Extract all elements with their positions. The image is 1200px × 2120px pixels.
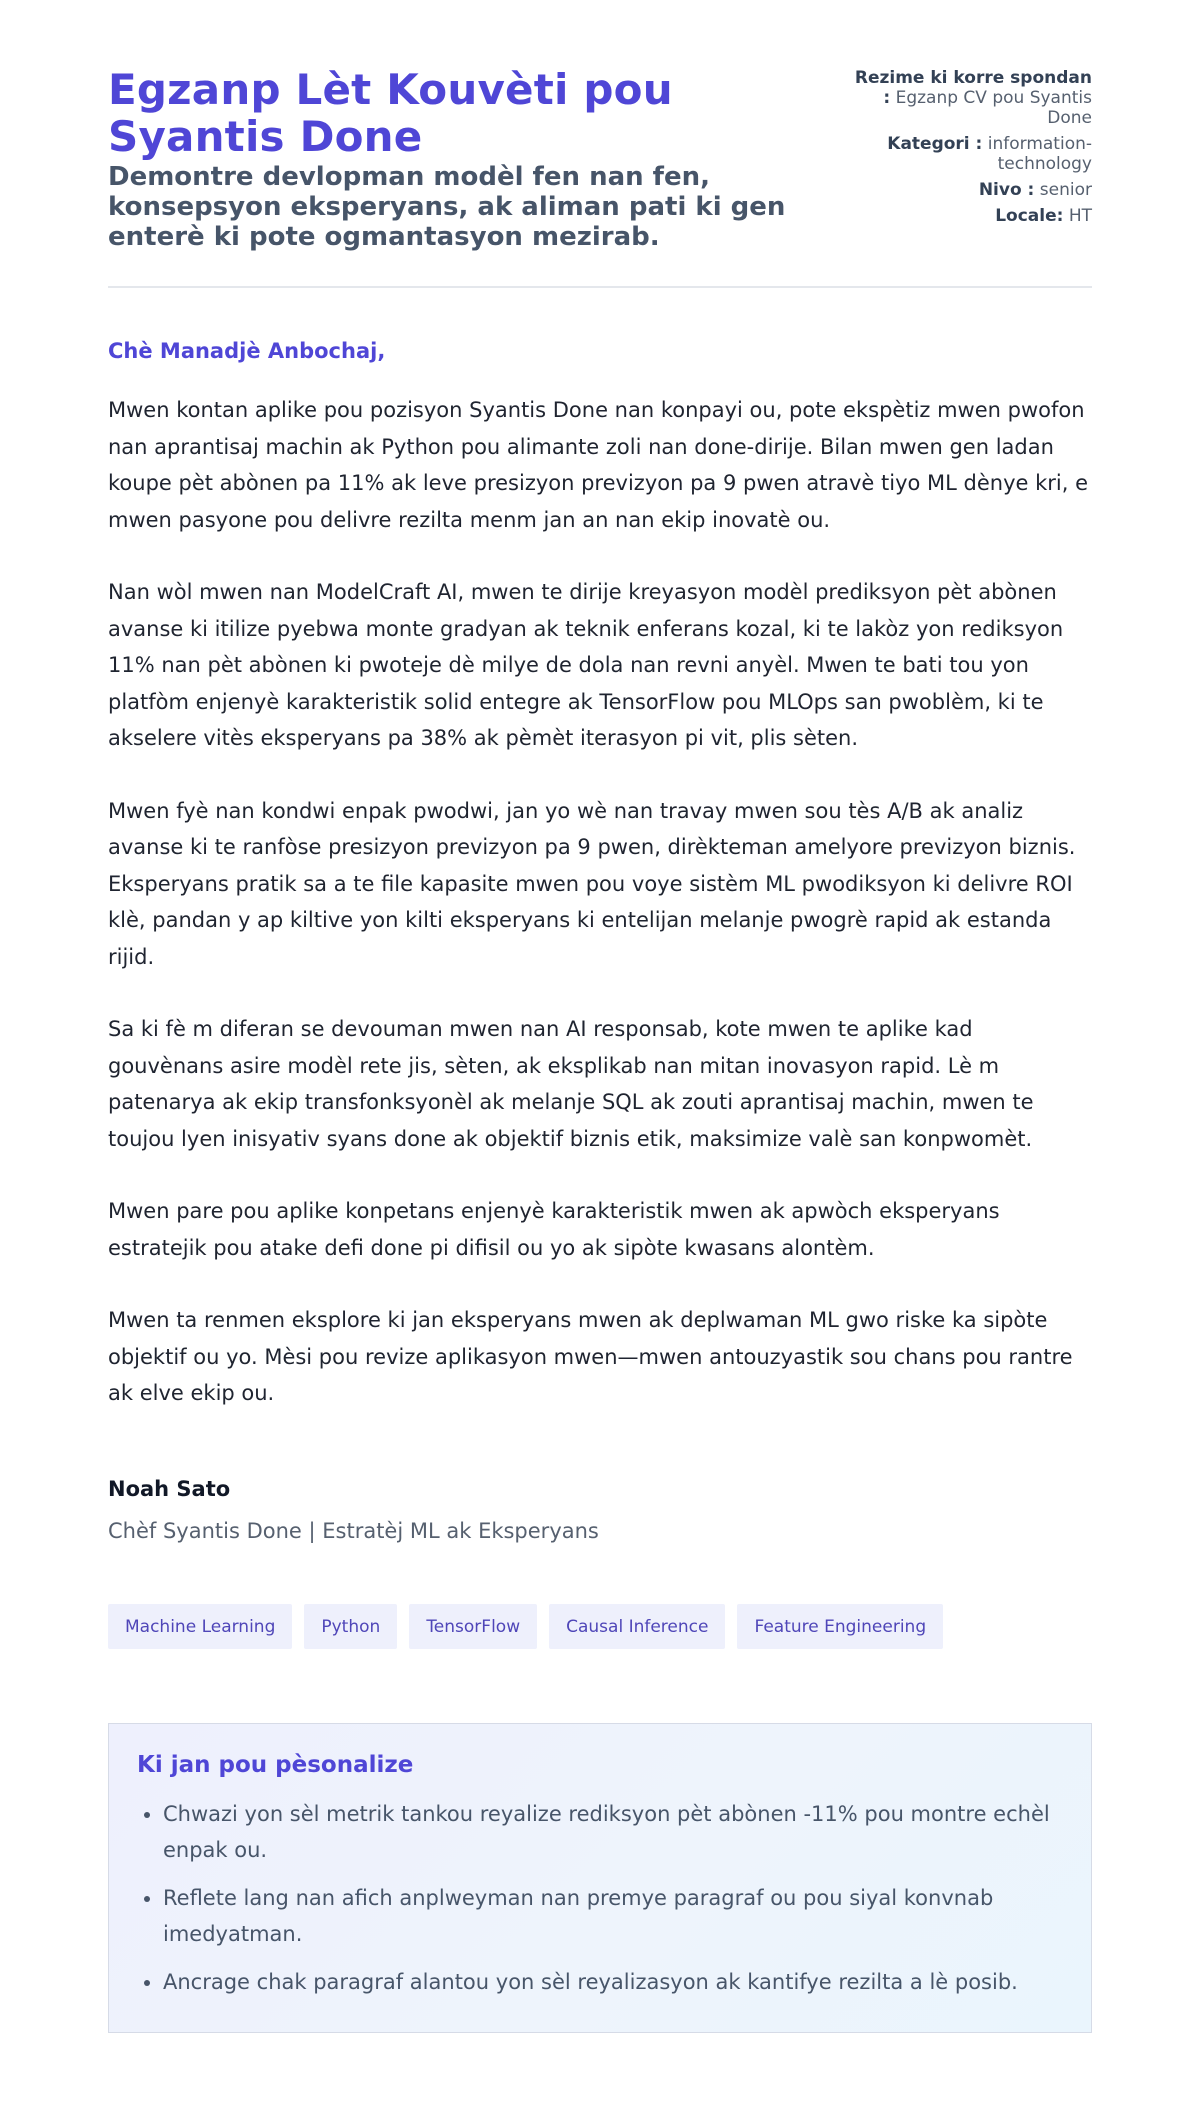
skill-tag: Causal Inference bbox=[549, 1604, 725, 1649]
meta-level bbox=[852, 180, 1092, 200]
page-title: Egzanp Lèt Kouvèti pou Syantis Done bbox=[108, 65, 673, 161]
meta-category-label: Kategori : bbox=[887, 134, 983, 154]
signature-block bbox=[108, 1476, 1092, 1544]
letter-paragraph-1: Mwen kontan aplike pou pozisyon Syantis Done nan konpayi ou, pote ekspètiz mwen pwofon nan aprantisaj machin ak Python pou alimante zoli nan done-dirije. Bilan mwen gen ladan koupe pèt abònen pa 11% ak leve presizyon previzyon pa 9 pwen atravè tiyo ML dènye kri, e mwen pasyone pou delivre rezilta menm jan an nan ekip inovatè ou. bbox=[108, 398, 1089, 532]
customization-tips-box bbox=[108, 1723, 1092, 2033]
meta-summary-label: Rezime ki korre spondan : bbox=[854, 68, 1092, 108]
meta-level-label: Nivo : bbox=[978, 180, 1035, 200]
page-subtitle: Demontre devlopman modèl fen nan fen, konsepsyon eksperyans, ak aliman pati ki gen enterè ki pote ogmantasyon mezirab. bbox=[108, 162, 786, 252]
meta-summary-value: Egzanp CV pou Syantis Done bbox=[895, 88, 1092, 128]
meta-locale-label: Locale: bbox=[995, 206, 1064, 226]
letter-paragraph-5: Mwen pare pou aplike konpetans enjenyè karakteristik mwen ak apwòch eksperyans estratejik pou atake defi done pi difisil ou yo ak sipòte kwasans alontèm. bbox=[108, 1199, 1000, 1260]
tip-item: • Reflete lang nan afich anplweyman nan premye paragraf ou pou siyal konvnab imedyatman. bbox=[163, 1880, 1063, 1952]
skill-tag: Feature Engineering bbox=[737, 1604, 943, 1649]
tip-item: • Chwazi yon sèl metrik tankou reyalize rediksyon pèt abònen -11% pou montre echèl enpak ou. bbox=[163, 1796, 1063, 1868]
signature-role: Chèf Syantis Done | Estratèj ML ak Eksperyans bbox=[108, 1518, 599, 1543]
letter-paragraph-6: Mwen ta renmen eksplore ki jan eksperyans mwen ak deplwaman ML gwo riske ka sipòte objektif ou yo. Mèsi pou revize aplikasyon mwen—mwen antouzyastik sou chans pou rantre ak elve ekip ou. bbox=[108, 1308, 1073, 1405]
meta-level-value: senior bbox=[1039, 180, 1092, 200]
tips-list bbox=[137, 1796, 1063, 2000]
meta-locale-value: HT bbox=[1068, 206, 1092, 226]
skill-tag: Machine Learning bbox=[108, 1604, 292, 1649]
meta-category bbox=[852, 134, 1092, 174]
letter-paragraph-4: Sa ki fè m diferan se devouman mwen nan AI responsab, kote mwen te aplike kad gouvènans asire modèl rete jis, sèten, ak eksplikab nan mitan inovasyon rapid. Lè m patenarya ak ekip transfonksyonèl ak melanje SQL ak zouti aprantisaj machin, mwen te toujou lyen inisyativ syans done ak objektif biznis etik, maksimize valè san konpwomèt. bbox=[108, 1017, 1034, 1151]
letter-paragraph-3: Mwen fyè nan kondwi enpak pwodwi, jan yo wè nan travay mwen sou tès A/B ak analiz avanse ki te ranfòse presizyon previzyon pa 9 pwen, dirèkteman amelyore previzyon biznis. Eksperyans pratik sa a te file kapasite mwen pou voye sistèm ML pwodiksyon ki delivre ROI klè, pandan y ap kiltive yon kilti eksperyans ki entelijan melanje pwogrè rapid ak estanda rijid. bbox=[108, 798, 1076, 969]
skill-tags bbox=[108, 1604, 1092, 1649]
tip-item: • Ancrage chak paragraf alantou yon sèl reyalizasyon ak kantifye rezilta a lè posib. bbox=[163, 1964, 1063, 2000]
letter-paragraph-2: Nan wòl mwen nan ModelCraft AI, mwen te dirije kreyasyon modèl prediksyon pèt abònen avanse ki itilize pyebwa monte gradyan ak teknik enferans kozal, ki te lakòz yon rediksyon 11% nan pèt abònen ki pwoteje dè milye de dola nan revni anyèl. Mwen te bati tou yon platfòm enjenyè karakteristik solid entegre ak TensorFlow pou MLOps san pwoblèm, ki te akselere vitès eksperyans pa 38% ak pèmèt iterasyon pi vit, plis sèten. bbox=[108, 580, 1064, 750]
metadata-panel bbox=[852, 66, 1092, 232]
signature-name: Noah Sato bbox=[108, 1476, 231, 1501]
meta-locale bbox=[852, 206, 1092, 226]
salutation: Chè Manadjè Anbochaj, bbox=[108, 339, 386, 363]
meta-summary bbox=[852, 68, 1092, 128]
meta-category-value: information-technology bbox=[987, 134, 1092, 174]
header-title-block bbox=[108, 66, 848, 252]
letter-body bbox=[108, 392, 1092, 1412]
document-header bbox=[108, 66, 1092, 288]
skill-tag: TensorFlow bbox=[409, 1604, 537, 1649]
skill-tag: Python bbox=[304, 1604, 397, 1649]
tips-title: Ki jan pou pèsonalize bbox=[137, 1751, 414, 1778]
